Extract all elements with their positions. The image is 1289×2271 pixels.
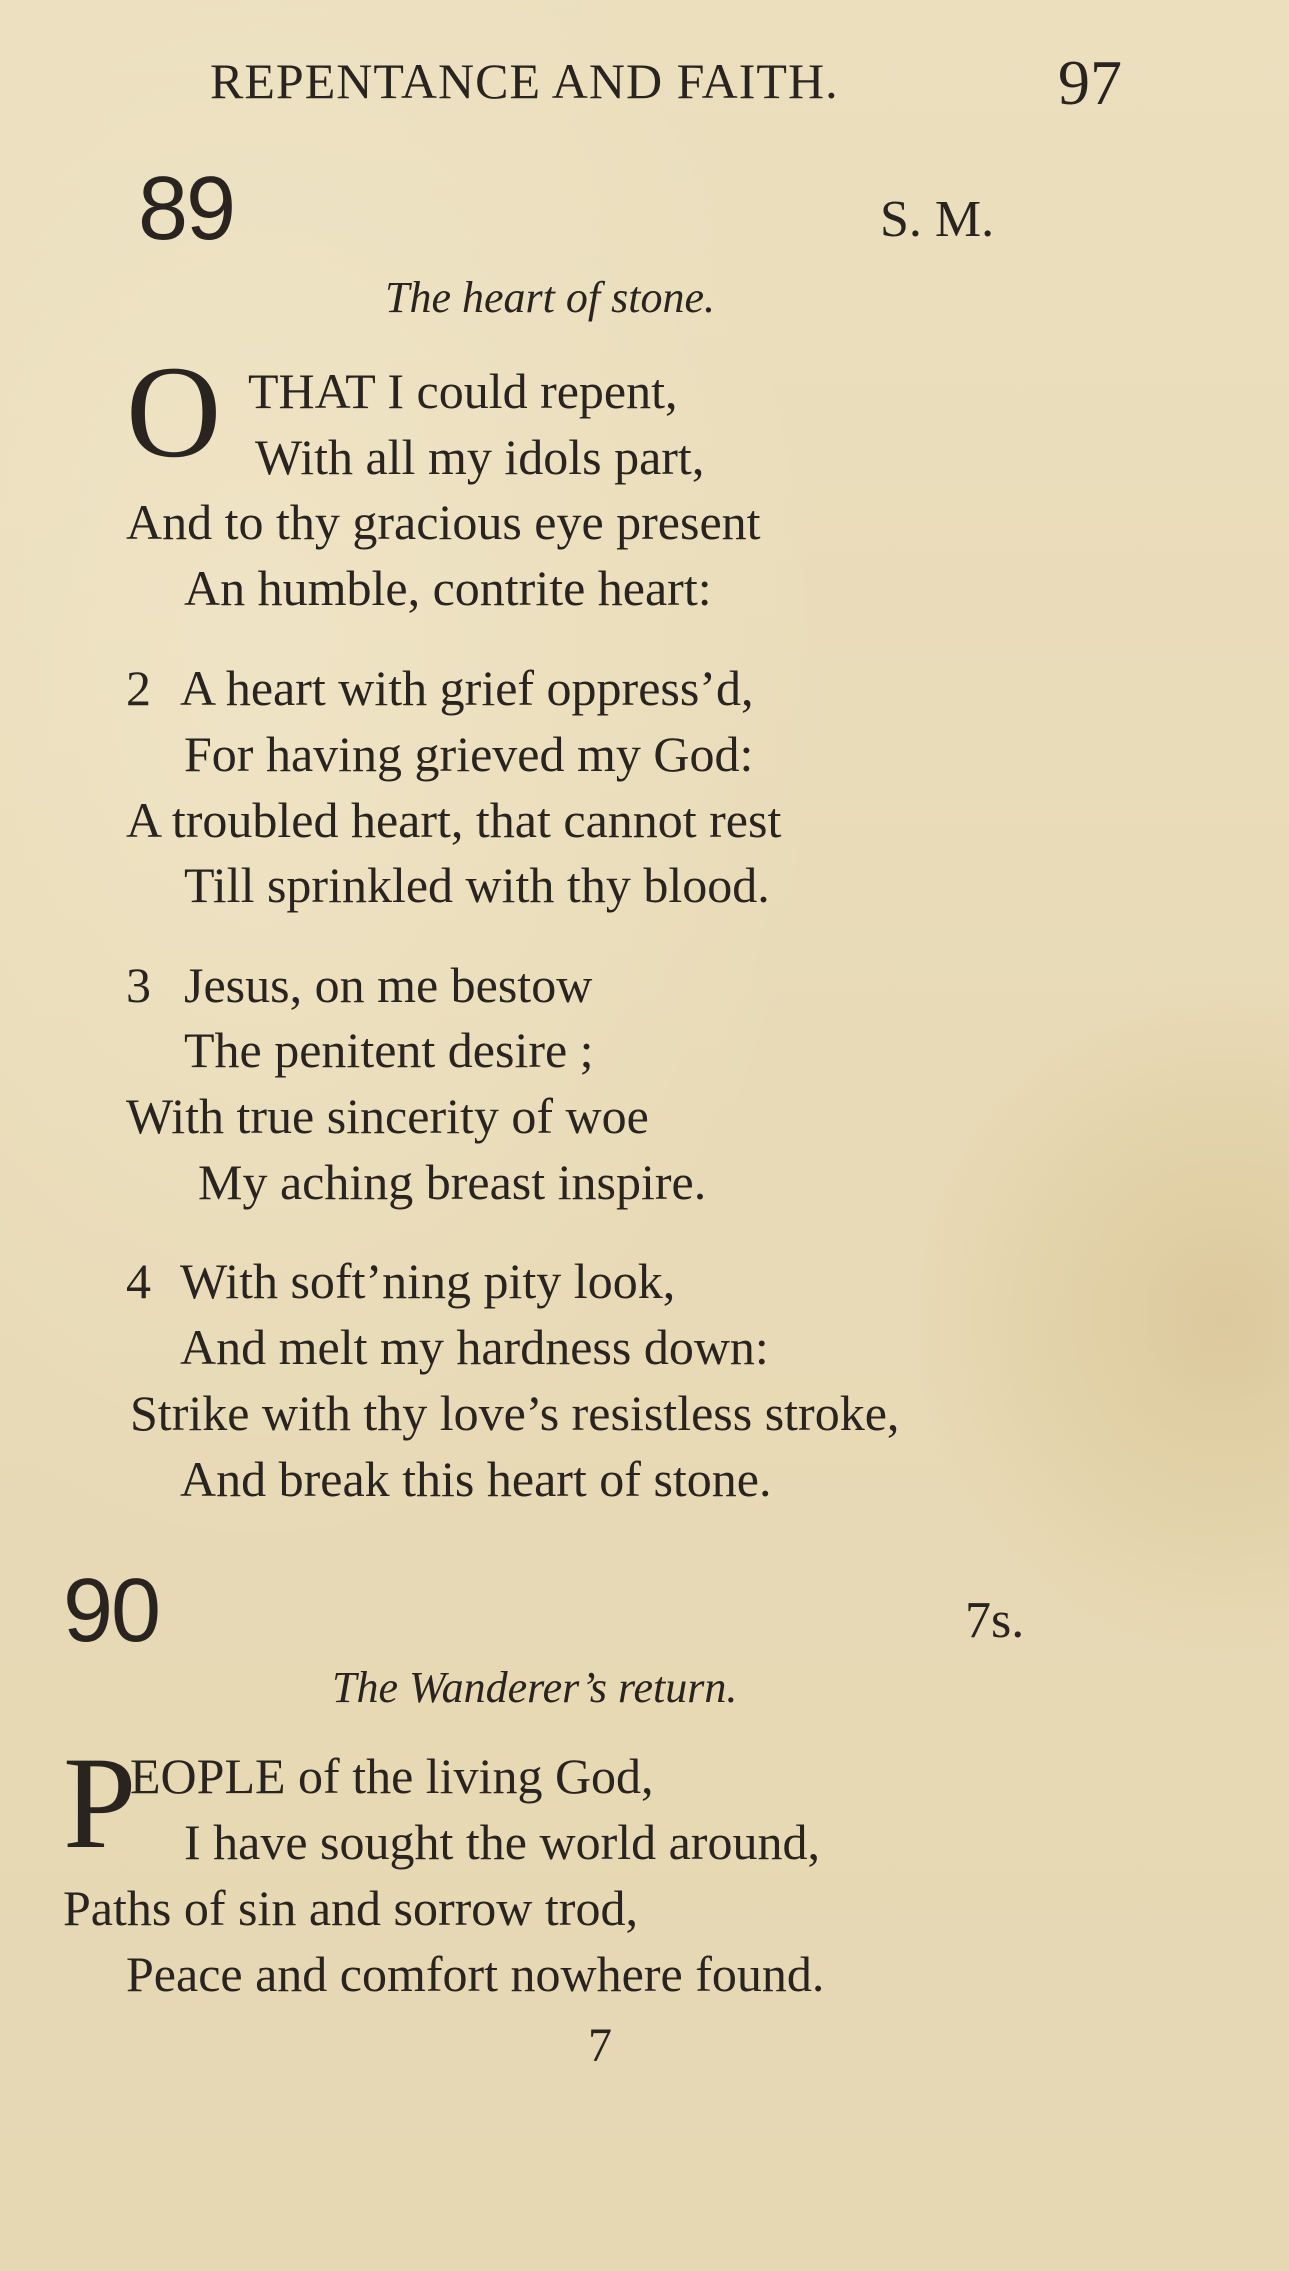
hymn-number: 90 <box>63 1561 160 1661</box>
hymn-meter: 7s. <box>965 1592 1025 1649</box>
verse-line: THAT I could repent, <box>248 363 678 419</box>
page-number: 97 <box>1058 47 1122 118</box>
verse-line: And break this heart of stone. <box>180 1451 772 1507</box>
verse-line: Paths of sin and sorrow trod, <box>63 1880 638 1936</box>
verse-number: 4 <box>126 1253 151 1309</box>
hymn-number: 89 <box>138 159 235 259</box>
verse-line: Jesus, on me bestow <box>184 957 593 1013</box>
verse-line: The penitent desire ; <box>184 1022 594 1078</box>
verse-line: Till sprinkled with thy blood. <box>184 857 770 913</box>
verse-line: Strike with thy love’s resistless stroke, <box>130 1385 900 1441</box>
verse-line: I have sought the world around, <box>184 1814 820 1870</box>
running-title: REPENTANCE AND FAITH. <box>210 53 839 109</box>
verse-line: Peace and comfort nowhere found. <box>126 1946 825 2002</box>
verse-line: My aching breast inspire. <box>198 1154 707 1210</box>
verse-line: With all my idols part, <box>255 429 705 485</box>
hymn-meter: S. M. <box>880 191 995 248</box>
hymn-title: The heart of stone. <box>385 273 715 322</box>
hymn-title: The Wanderer’s return. <box>332 1663 738 1712</box>
verse-line: With soft’ning pity look, <box>180 1253 676 1309</box>
verse-line: An humble, contrite heart: <box>184 560 712 616</box>
verse-number: 3 <box>126 957 151 1013</box>
signature-mark: 7 <box>588 2019 612 2072</box>
verse-line: With true sincerity of woe <box>126 1088 649 1144</box>
verse-line: And to thy gracious eye present <box>126 494 761 550</box>
drop-cap: P <box>63 1729 137 1876</box>
verse-line: And melt my hardness down: <box>180 1319 769 1375</box>
verse-line: EOPLE of the living God, <box>130 1748 654 1804</box>
drop-cap: O <box>126 338 222 485</box>
verse-line: A troubled heart, that cannot rest <box>126 792 782 848</box>
verse-line: A heart with grief oppress’d, <box>180 660 754 716</box>
verse-line: For having grieved my God: <box>184 726 754 782</box>
verse-number: 2 <box>126 660 151 716</box>
